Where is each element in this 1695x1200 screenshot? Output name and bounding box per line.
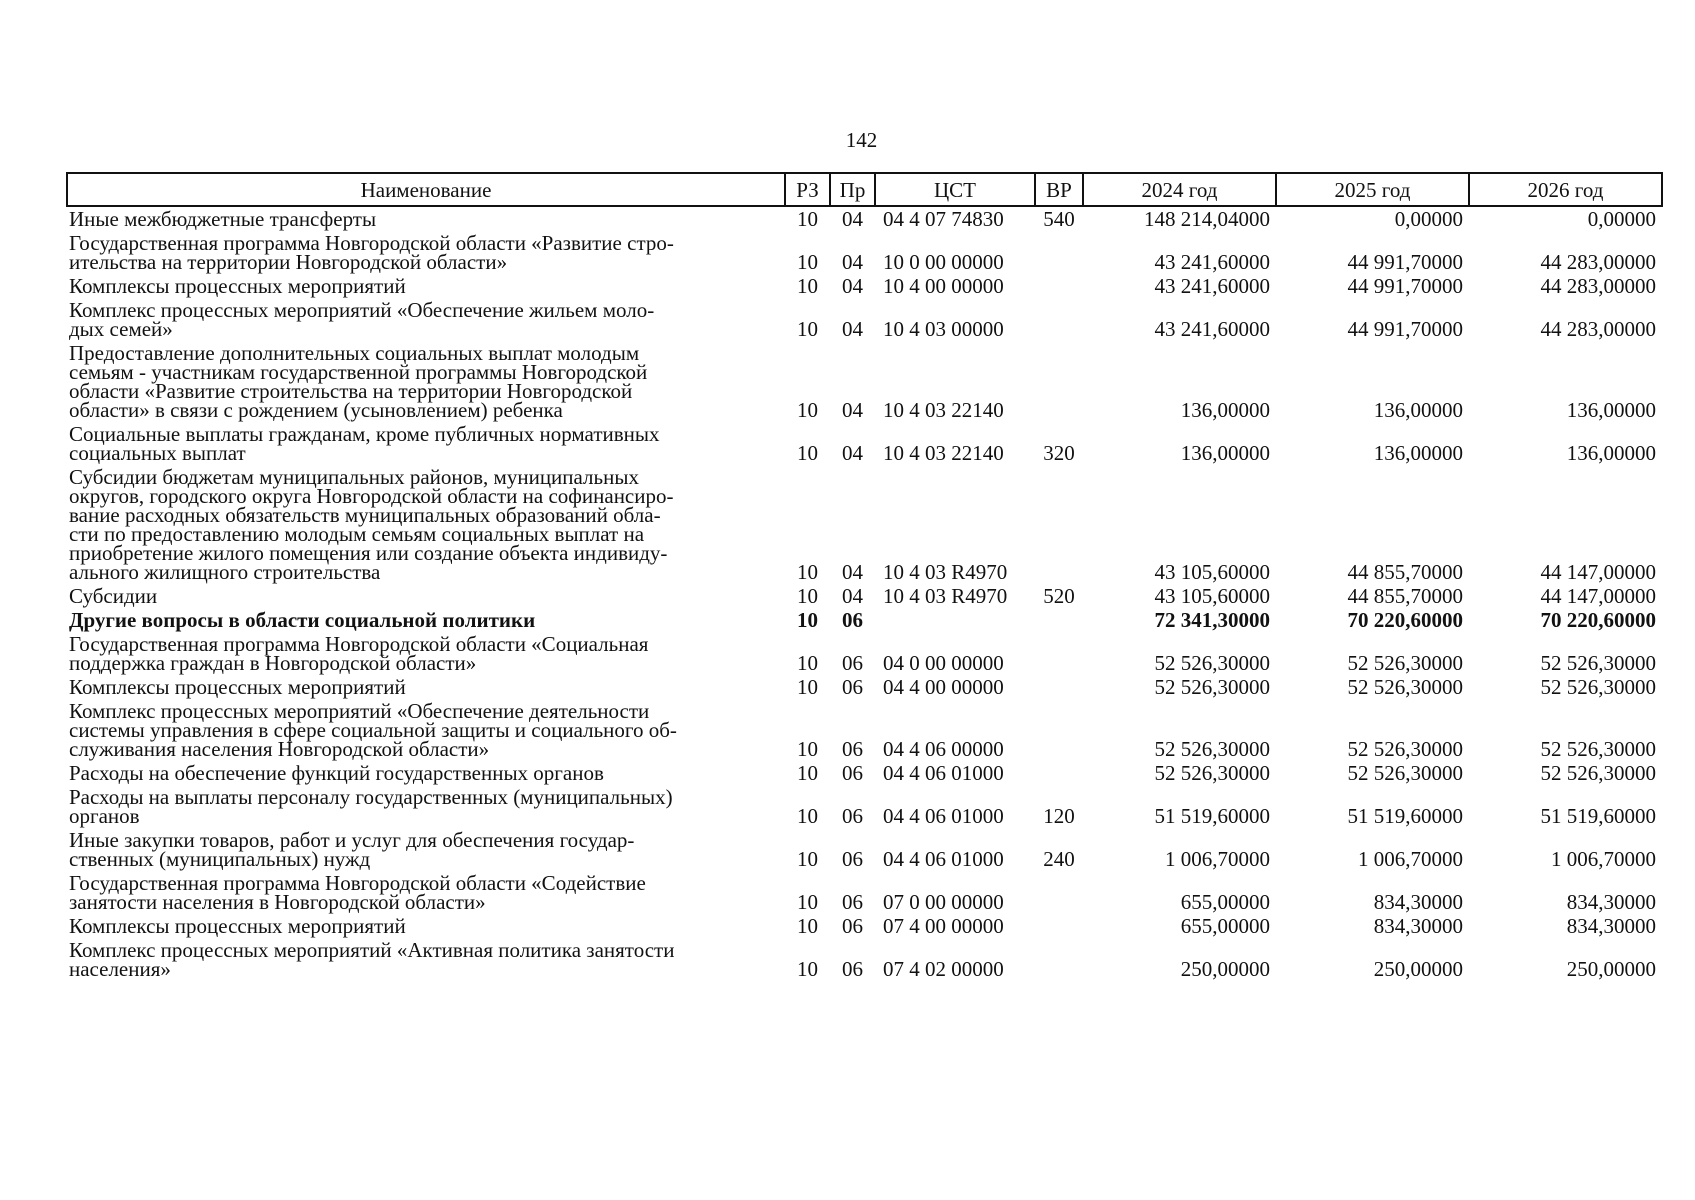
cell-cst: 04 4 06 01000 [883, 804, 1004, 828]
cell-cst: 04 4 06 00000 [883, 737, 1004, 761]
row-name [67, 871, 785, 914]
cell-cst: 04 4 00 00000 [883, 675, 1004, 699]
row-name [67, 298, 785, 341]
table-row [67, 584, 1662, 608]
cell-vr: 120 [1043, 804, 1075, 828]
cell-rz: 10 [797, 584, 818, 608]
header-vr: ВР [1035, 173, 1083, 206]
row-name-line: приобретение жилого помещения или создание объекта индивиду- [69, 541, 668, 565]
cell-2024: 250,00000 [1180, 957, 1270, 981]
row-name-line: занятости населения в Новгородской области» [69, 890, 486, 914]
cell-2025: 44 855,70000 [1347, 584, 1463, 608]
row-name-line: Комплекс процессных мероприятий «Обеспечение жильем моло- [69, 298, 655, 322]
cell-cst: 07 4 02 00000 [883, 957, 1004, 981]
header-2025: 2025 год [1276, 173, 1469, 206]
row-name-line: Комплексы процессных мероприятий [69, 274, 406, 298]
cell-vr [1035, 699, 1083, 761]
cell-2024: 52 526,30000 [1154, 675, 1270, 699]
table-row [67, 699, 1662, 761]
table-row [67, 938, 1662, 981]
cell-2025: 250,00000 [1373, 957, 1463, 981]
cell-2025: 52 526,30000 [1347, 737, 1463, 761]
cell-pr: 04 [842, 274, 863, 298]
table-row [67, 761, 1662, 785]
row-name [67, 914, 785, 938]
row-name-line: Комплекс процессных мероприятий «Обеспечение деятельности [69, 699, 650, 723]
cell-cst: 10 0 00 00000 [883, 250, 1004, 274]
row-name [67, 828, 785, 871]
row-name-line: Социальные выплаты гражданам, кроме публичных нормативных [69, 422, 660, 446]
cell-2026: 44 147,00000 [1540, 560, 1656, 584]
table-row [67, 298, 1662, 341]
cell-2025: 51 519,60000 [1347, 804, 1463, 828]
cell-2025: 52 526,30000 [1347, 675, 1463, 699]
cell-2026: 44 283,00000 [1540, 317, 1656, 341]
cell-vr [1035, 608, 1083, 632]
cell-pr: 04 [842, 250, 863, 274]
row-name-line: вание расходных обязательств муниципальных образований обла- [69, 503, 661, 527]
header-pr: Пр [830, 173, 875, 206]
cell-cst: 04 4 06 01000 [883, 847, 1004, 871]
cell-rz: 10 [797, 651, 818, 675]
row-name [67, 465, 785, 584]
cell-pr: 06 [842, 651, 863, 675]
cell-pr: 06 [842, 761, 863, 785]
row-name-line: служивания населения Новгородской области» [69, 737, 490, 761]
cell-2025: 136,00000 [1373, 441, 1463, 465]
row-name-line: сти по предоставлению молодым семьям социальных выплат на [69, 522, 645, 546]
row-name-line: округов, городского округа Новгородской области на софинансиро- [69, 484, 674, 508]
cell-cst: 10 4 03 22140 [883, 441, 1004, 465]
cell-rz: 10 [797, 761, 818, 785]
cell-pr: 06 [842, 608, 863, 632]
cell-2025: 834,30000 [1373, 914, 1463, 938]
cell-rz: 10 [797, 560, 818, 584]
page-number: 142 [845, 128, 878, 152]
row-name [67, 274, 785, 298]
row-name-line: Другие вопросы в области социальной политики [69, 608, 536, 632]
cell-cst: 10 4 03 22140 [883, 398, 1004, 422]
cell-vr [1035, 465, 1083, 584]
row-name-line: области «Развитие строительства на территории Новгородской [69, 379, 633, 403]
cell-vr [1035, 632, 1083, 675]
row-name-line: ительства на территории Новгородской области» [69, 250, 508, 274]
cell-2024: 43 241,60000 [1154, 317, 1270, 341]
cell-vr [1035, 914, 1083, 938]
cell-2024: 52 526,30000 [1154, 737, 1270, 761]
row-name [67, 761, 785, 785]
row-name-line: Расходы на обеспечение функций государственных органов [69, 761, 604, 785]
cell-rz: 10 [797, 398, 818, 422]
cell-rz: 10 [797, 441, 818, 465]
table-row [67, 785, 1662, 828]
row-name [67, 699, 785, 761]
row-name-line: населения» [69, 957, 171, 981]
row-name [67, 785, 785, 828]
cell-2026: 834,30000 [1566, 890, 1656, 914]
cell-2024: 655,00000 [1180, 914, 1270, 938]
cell-vr [1035, 274, 1083, 298]
table-row [67, 422, 1662, 465]
header-name: Наименование [67, 173, 785, 206]
cell-rz: 10 [797, 890, 818, 914]
cell-rz: 10 [797, 737, 818, 761]
cell-2024: 148 214,04000 [1144, 207, 1270, 231]
cell-cst [875, 608, 1035, 632]
table-row [67, 341, 1662, 422]
cell-vr: 520 [1043, 584, 1075, 608]
cell-vr: 240 [1043, 847, 1075, 871]
cell-vr [1035, 675, 1083, 699]
cell-rz: 10 [797, 250, 818, 274]
cell-2026: 136,00000 [1566, 398, 1656, 422]
table-row [67, 608, 1662, 632]
header-2024: 2024 год [1083, 173, 1276, 206]
row-name-line: ального жилищного строительства [69, 560, 381, 584]
cell-2025: 52 526,30000 [1347, 651, 1463, 675]
cell-pr: 04 [842, 317, 863, 341]
row-name-line: Субсидии бюджетам муниципальных районов, муниципальных [69, 465, 639, 489]
cell-vr [1035, 761, 1083, 785]
cell-rz: 10 [797, 957, 818, 981]
row-name-line: ственных (муниципальных) нужд [69, 847, 371, 871]
cell-pr: 04 [842, 584, 863, 608]
row-name [67, 938, 785, 981]
table-row [67, 632, 1662, 675]
cell-vr [1035, 231, 1083, 274]
cell-vr [1035, 341, 1083, 422]
row-name [67, 632, 785, 675]
cell-cst: 04 0 00 00000 [883, 651, 1004, 675]
table-row [67, 675, 1662, 699]
row-name-line: семьям - участникам государственной программы Новгородской [69, 360, 648, 384]
cell-2025: 136,00000 [1373, 398, 1463, 422]
cell-cst: 04 4 06 01000 [883, 761, 1004, 785]
cell-pr: 06 [842, 675, 863, 699]
table-row [67, 231, 1662, 274]
cell-pr: 04 [842, 560, 863, 584]
cell-2024: 136,00000 [1180, 441, 1270, 465]
cell-2024: 1 006,70000 [1165, 847, 1270, 871]
row-name-line: Иные закупки товаров, работ и услуг для обеспечения государ- [69, 828, 635, 852]
table-row [67, 465, 1662, 584]
table-row [67, 828, 1662, 871]
cell-2024: 43 105,60000 [1154, 584, 1270, 608]
table-body [67, 206, 1662, 981]
row-name-line: органов [69, 804, 140, 828]
cell-cst: 07 0 00 00000 [883, 890, 1004, 914]
cell-2026: 250,00000 [1566, 957, 1656, 981]
row-name-line: Государственная программа Новгородской области «Социальная [69, 632, 649, 656]
cell-pr: 04 [842, 207, 863, 231]
cell-pr: 06 [842, 804, 863, 828]
row-name-line: Комплексы процессных мероприятий [69, 675, 406, 699]
header-2026: 2026 год [1469, 173, 1662, 206]
row-name-line: Государственная программа Новгородской области «Содействие [69, 871, 646, 895]
row-name [67, 608, 785, 632]
cell-2025: 44 991,70000 [1347, 274, 1463, 298]
row-name [67, 675, 785, 699]
cell-pr: 06 [842, 890, 863, 914]
cell-cst: 10 4 03 00000 [883, 317, 1004, 341]
row-name-line: Субсидии [69, 584, 158, 608]
cell-2025: 70 220,60000 [1347, 608, 1463, 632]
cell-2025: 44 991,70000 [1347, 250, 1463, 274]
cell-2025: 44 991,70000 [1347, 317, 1463, 341]
cell-vr [1035, 938, 1083, 981]
cell-vr [1035, 298, 1083, 341]
cell-cst: 10 4 00 00000 [883, 274, 1004, 298]
row-name-line: Иные межбюджетные трансферты [69, 207, 377, 231]
cell-2024: 72 341,30000 [1154, 608, 1270, 632]
row-name-line: поддержка граждан в Новгородской области» [69, 651, 477, 675]
cell-2026: 52 526,30000 [1540, 675, 1656, 699]
cell-2024: 52 526,30000 [1154, 761, 1270, 785]
table-row [67, 914, 1662, 938]
table-row [67, 206, 1662, 231]
cell-2024: 136,00000 [1180, 398, 1270, 422]
row-name [67, 584, 785, 608]
row-name-line: Расходы на выплаты персоналу государственных (муниципальных) [69, 785, 673, 809]
cell-2026: 1 006,70000 [1551, 847, 1656, 871]
cell-rz: 10 [797, 847, 818, 871]
row-name [67, 341, 785, 422]
cell-2026: 52 526,30000 [1540, 761, 1656, 785]
cell-pr: 06 [842, 847, 863, 871]
row-name-line: Комплексы процессных мероприятий [69, 914, 406, 938]
cell-2026: 44 147,00000 [1540, 584, 1656, 608]
cell-pr: 06 [842, 957, 863, 981]
budget-table [66, 172, 1663, 981]
table-row [67, 871, 1662, 914]
cell-2024: 52 526,30000 [1154, 651, 1270, 675]
cell-2025: 52 526,30000 [1347, 761, 1463, 785]
cell-rz: 10 [797, 804, 818, 828]
row-name-line: Комплекс процессных мероприятий «Активная политика занятости [69, 938, 675, 962]
cell-pr: 06 [842, 737, 863, 761]
cell-rz: 10 [797, 608, 818, 632]
cell-2026: 70 220,60000 [1540, 608, 1656, 632]
cell-2024: 655,00000 [1180, 890, 1270, 914]
cell-2024: 43 241,60000 [1154, 250, 1270, 274]
cell-2024: 51 519,60000 [1154, 804, 1270, 828]
cell-vr [1035, 871, 1083, 914]
cell-pr: 04 [842, 398, 863, 422]
cell-2026: 44 283,00000 [1540, 250, 1656, 274]
cell-2026: 52 526,30000 [1540, 737, 1656, 761]
cell-2024: 43 105,60000 [1154, 560, 1270, 584]
header-rz: РЗ [785, 173, 830, 206]
cell-rz: 10 [797, 274, 818, 298]
cell-rz: 10 [797, 207, 818, 231]
header-row [67, 173, 1662, 206]
table-header [67, 173, 1662, 206]
cell-2025: 1 006,70000 [1358, 847, 1463, 871]
header-cst: ЦСТ [875, 173, 1035, 206]
cell-2026: 0,00000 [1587, 207, 1656, 231]
row-name-line: Государственная программа Новгородской области «Развитие стро- [69, 231, 674, 255]
cell-2025: 834,30000 [1373, 890, 1463, 914]
cell-cst: 10 4 03 R4970 [883, 584, 1008, 608]
cell-pr: 06 [842, 914, 863, 938]
row-name [67, 206, 785, 231]
row-name [67, 231, 785, 274]
cell-2026: 136,00000 [1566, 441, 1656, 465]
cell-vr: 320 [1043, 441, 1075, 465]
table-row [67, 274, 1662, 298]
cell-rz: 10 [797, 675, 818, 699]
row-name-line: системы управления в сфере социальной защиты и социального об- [69, 718, 677, 742]
cell-rz: 10 [797, 317, 818, 341]
cell-2026: 834,30000 [1566, 914, 1656, 938]
cell-cst: 10 4 03 R4970 [883, 560, 1008, 584]
cell-rz: 10 [797, 914, 818, 938]
row-name-line: Предоставление дополнительных социальных выплат молодым [69, 341, 640, 365]
cell-2024: 43 241,60000 [1154, 274, 1270, 298]
row-name [67, 422, 785, 465]
cell-cst: 07 4 00 00000 [883, 914, 1004, 938]
cell-2026: 52 526,30000 [1540, 651, 1656, 675]
row-name-line: дых семей» [69, 317, 173, 341]
cell-2025: 44 855,70000 [1347, 560, 1463, 584]
cell-2025: 0,00000 [1394, 207, 1463, 231]
cell-pr: 04 [842, 441, 863, 465]
row-name-line: социальных выплат [69, 441, 246, 465]
cell-2026: 51 519,60000 [1540, 804, 1656, 828]
cell-vr: 540 [1043, 207, 1075, 231]
cell-cst: 04 4 07 74830 [883, 207, 1004, 231]
cell-2026: 44 283,00000 [1540, 274, 1656, 298]
row-name-line: области» в связи с рождением (усыновлением) ребенка [69, 398, 563, 422]
